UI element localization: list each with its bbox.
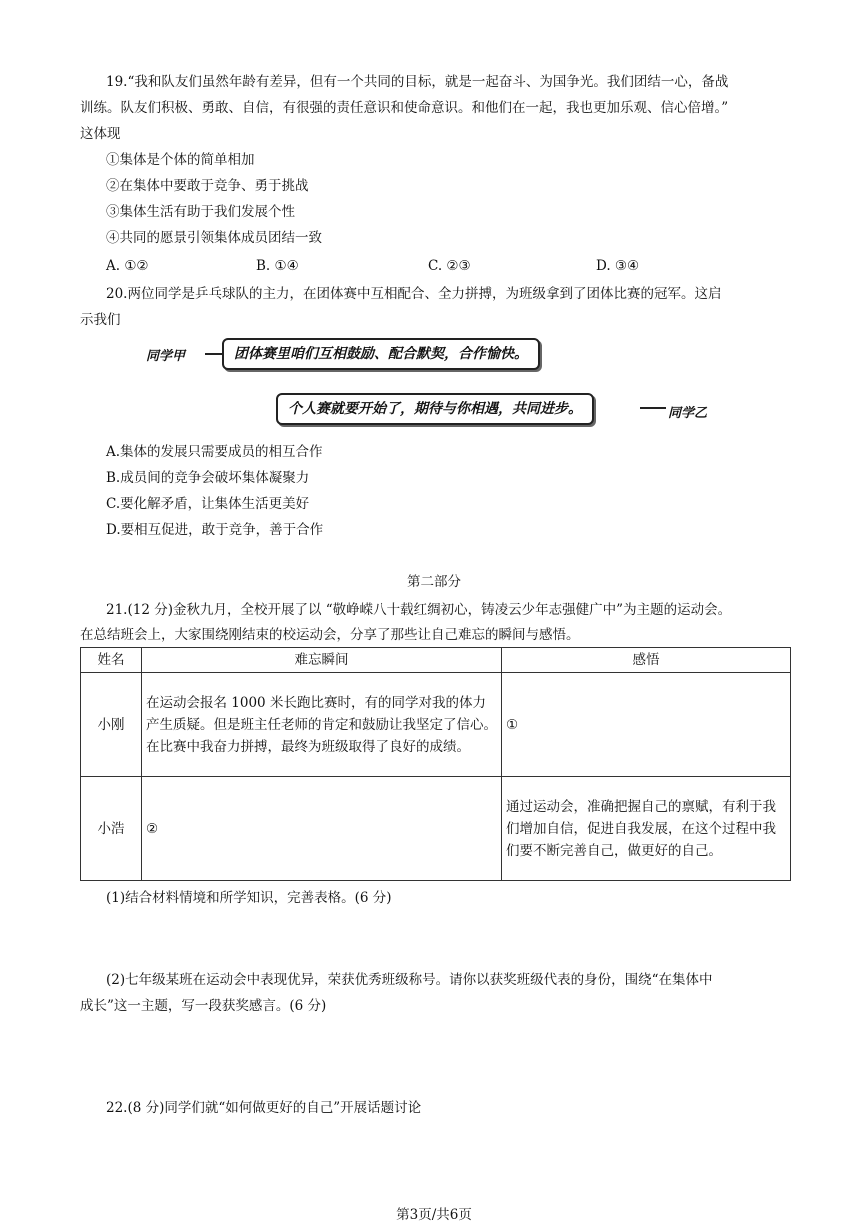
q19-stem-line3: 这体现 [80,126,121,142]
table-header-row [81,648,791,673]
header-insight: 感悟 [502,648,791,673]
q19-answer-d: D. ③④ [596,258,640,274]
row-name: 小浩 [81,777,142,881]
row-insight-blank[interactable]: ① [502,673,791,777]
q19-answer-a: A. ①② [106,258,149,274]
q21-stem-line1: 21.(12 分)金秋九月，全校开展了以 “敬峥嵘八十载红绸初心，铸凌云少年志强健广中”为主题的运动会。 [106,602,732,618]
speaker-student-a: 同学甲 [146,349,186,364]
q21-sub2-line1: (2)七年级某班在运动会中表现优异，荣获优秀班级称号。请你以获奖班级代表的身份，围绕“在集体中 [106,972,713,988]
speech-pointer-a [205,353,223,355]
q20-option-a: A.集体的发展只需要成员的相互合作 [106,444,323,460]
speech-bubble-b: 个人赛就要开始了，期待与你相遇，共同进步。 [276,393,594,425]
q19-item-1: ①集体是个体的简单相加 [106,152,255,168]
header-name: 姓名 [81,648,142,673]
row-moment: 在运动会报名 1000 米长跑比赛时，有的同学对我的体力产生质疑。但是班主任老师的肯定和鼓励让我坚定了信心。在比赛中我奋力拼搏，最终为班级取得了良好的成绩。 [142,673,502,777]
q19-item-2: ②在集体中要敢于竞争、勇于挑战 [106,178,309,194]
q20-option-b: B.成员间的竞争会破坏集体凝聚力 [106,470,310,486]
q20-stem-line2: 示我们 [80,312,121,328]
q19-item-3: ③集体生活有助于我们发展个性 [106,204,295,220]
page-number: 第3页/共6页 [396,1207,472,1223]
q19-stem-line1: 19.“我和队友们虽然年龄有差异，但有一个共同的目标，就是一起奋斗、为国争光。我们团结一心，备战 [106,74,729,90]
q21-sub1: (1)结合材料情境和所学知识，完善表格。(6 分) [106,890,392,906]
speech-bubble-a: 团体赛里咱们互相鼓励、配合默契，合作愉快。 [222,338,540,370]
table-row [81,777,791,881]
q19-answer-c: C. ②③ [428,258,471,274]
q20-option-d: D.要相互促进，敢于竞争，善于合作 [106,522,324,538]
q22-stem: 22.(8 分)同学们就“如何做更好的自己”开展话题讨论 [106,1100,422,1116]
table-row [81,673,791,777]
q21-sub2-line2: 成长”这一主题，写一段获奖感言。(6 分) [80,998,327,1014]
q20-option-c: C.要化解矛盾，让集体生活更美好 [106,496,310,512]
q19-answer-b: B. ①④ [256,258,299,274]
section-title-part2: 第二部分 [407,574,461,590]
q19-item-4: ④共同的愿景引领集体成员团结一致 [106,230,322,246]
q19-stem-line2: 训练。队友们积极、勇敢、自信，有很强的责任意识和使命意识。和他们在一起，我也更加乐观、信心倍增。” [80,100,729,116]
q21-stem-line2: 在总结班会上，大家围绕刚结束的校运动会，分享了那些让自己难忘的瞬间与感悟。 [80,627,580,643]
header-moment: 难忘瞬间 [142,648,502,673]
row-moment-blank[interactable]: ② [142,777,502,881]
speaker-student-b: 同学乙 [668,406,708,421]
speech-pointer-b [640,407,666,409]
q20-stem-line1: 20.两位同学是乒乓球队的主力，在团体赛中互相配合、全力拼搏，为班级拿到了团体比赛的冠军。这启 [106,286,722,302]
row-insight: 通过运动会，准确把握自己的禀赋，有利于我们增加自信，促进自我发展，在这个过程中我们要不断完善自己，做更好的自己。 [502,777,791,881]
reflection-table [80,647,791,881]
row-name: 小刚 [81,673,142,777]
